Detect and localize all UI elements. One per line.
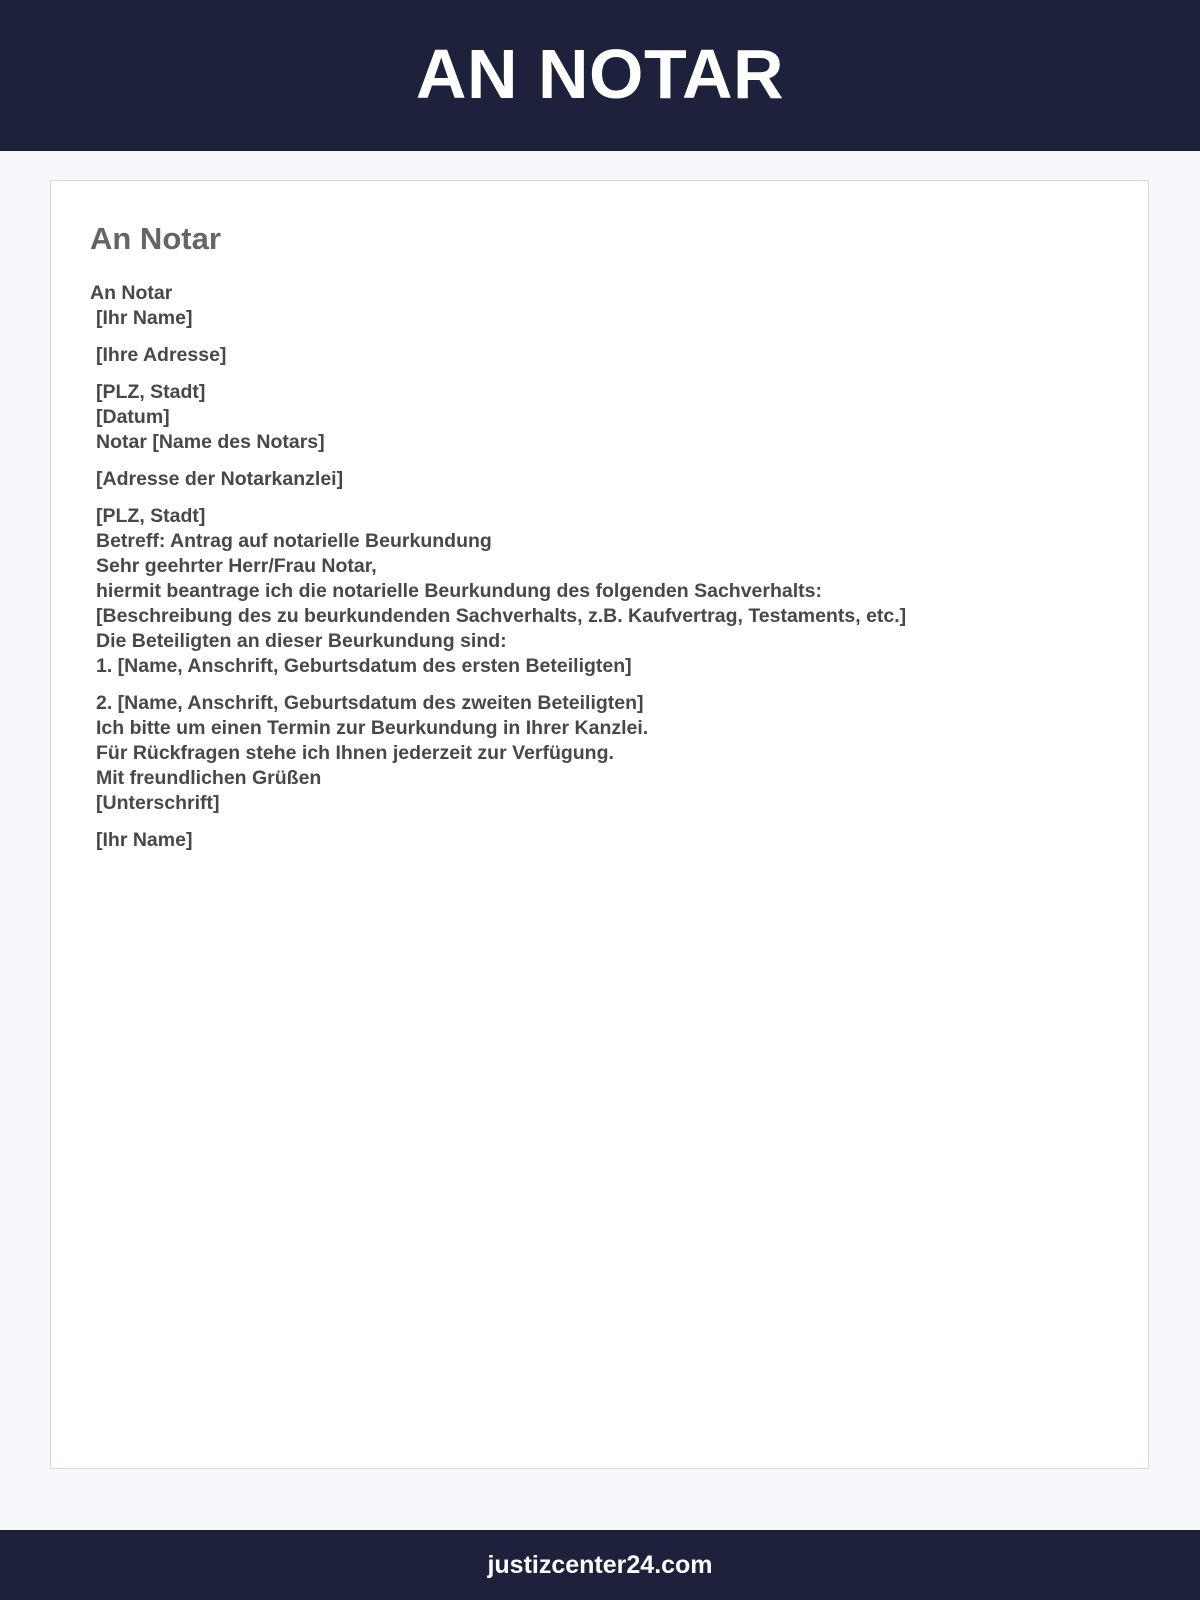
letter-line-notary-name: Notar [Name des Notars] [96, 431, 325, 453]
letter-line-signature: [Unterschrift] [96, 792, 220, 814]
page-header [0, 0, 1200, 151]
letter-line-sender-city: [PLZ, Stadt] [96, 381, 206, 403]
page-title: AN NOTAR [415, 34, 785, 113]
letter-line-notary-address: [Adresse der Notarkanzlei] [96, 468, 344, 490]
letter-line-description: [Beschreibung des zu beurkundenden Sachverhalts, z.B. Kaufvertrag, Testaments, etc.] [96, 605, 907, 627]
document-card [50, 180, 1149, 1469]
letter-line-signer-name: [Ihr Name] [96, 829, 193, 851]
letter-line-closing: Mit freundlichen Grüßen [96, 767, 322, 789]
letter-line-date: [Datum] [96, 406, 170, 428]
letter-line-sender-name: [Ihr Name] [96, 307, 193, 329]
letter-line-salutation: Sehr geehrter Herr/Frau Notar, [96, 555, 377, 577]
letter-line-recipient: An Notar [90, 282, 173, 304]
letter-body [90, 281, 1090, 853]
letter-line-party-2: 2. [Name, Anschrift, Geburtsdatum des zweiten Beteiligten] [96, 692, 644, 714]
letter-line-sender-address: [Ihre Adresse] [96, 344, 227, 366]
letter-line-notary-city: [PLZ, Stadt] [96, 505, 206, 527]
footer-site-link[interactable]: justizcenter24.com [487, 1550, 713, 1579]
letter-line-parties-intro: Die Beteiligten an dieser Beurkundung sind: [96, 630, 507, 652]
document-title: An Notar [90, 221, 221, 256]
letter-line-questions: Für Rückfragen stehe ich Ihnen jederzeit zur Verfügung. [96, 742, 614, 764]
letter-line-appointment: Ich bitte um einen Termin zur Beurkundung in Ihrer Kanzlei. [96, 717, 649, 739]
letter-line-subject: Betreff: Antrag auf notarielle Beurkundung [96, 530, 492, 552]
page-footer [0, 1530, 1200, 1600]
letter-line-party-1: 1. [Name, Anschrift, Geburtsdatum des ersten Beteiligten] [96, 655, 632, 677]
letter-line-request: hiermit beantrage ich die notarielle Beurkundung des folgenden Sachverhalts: [96, 580, 822, 602]
